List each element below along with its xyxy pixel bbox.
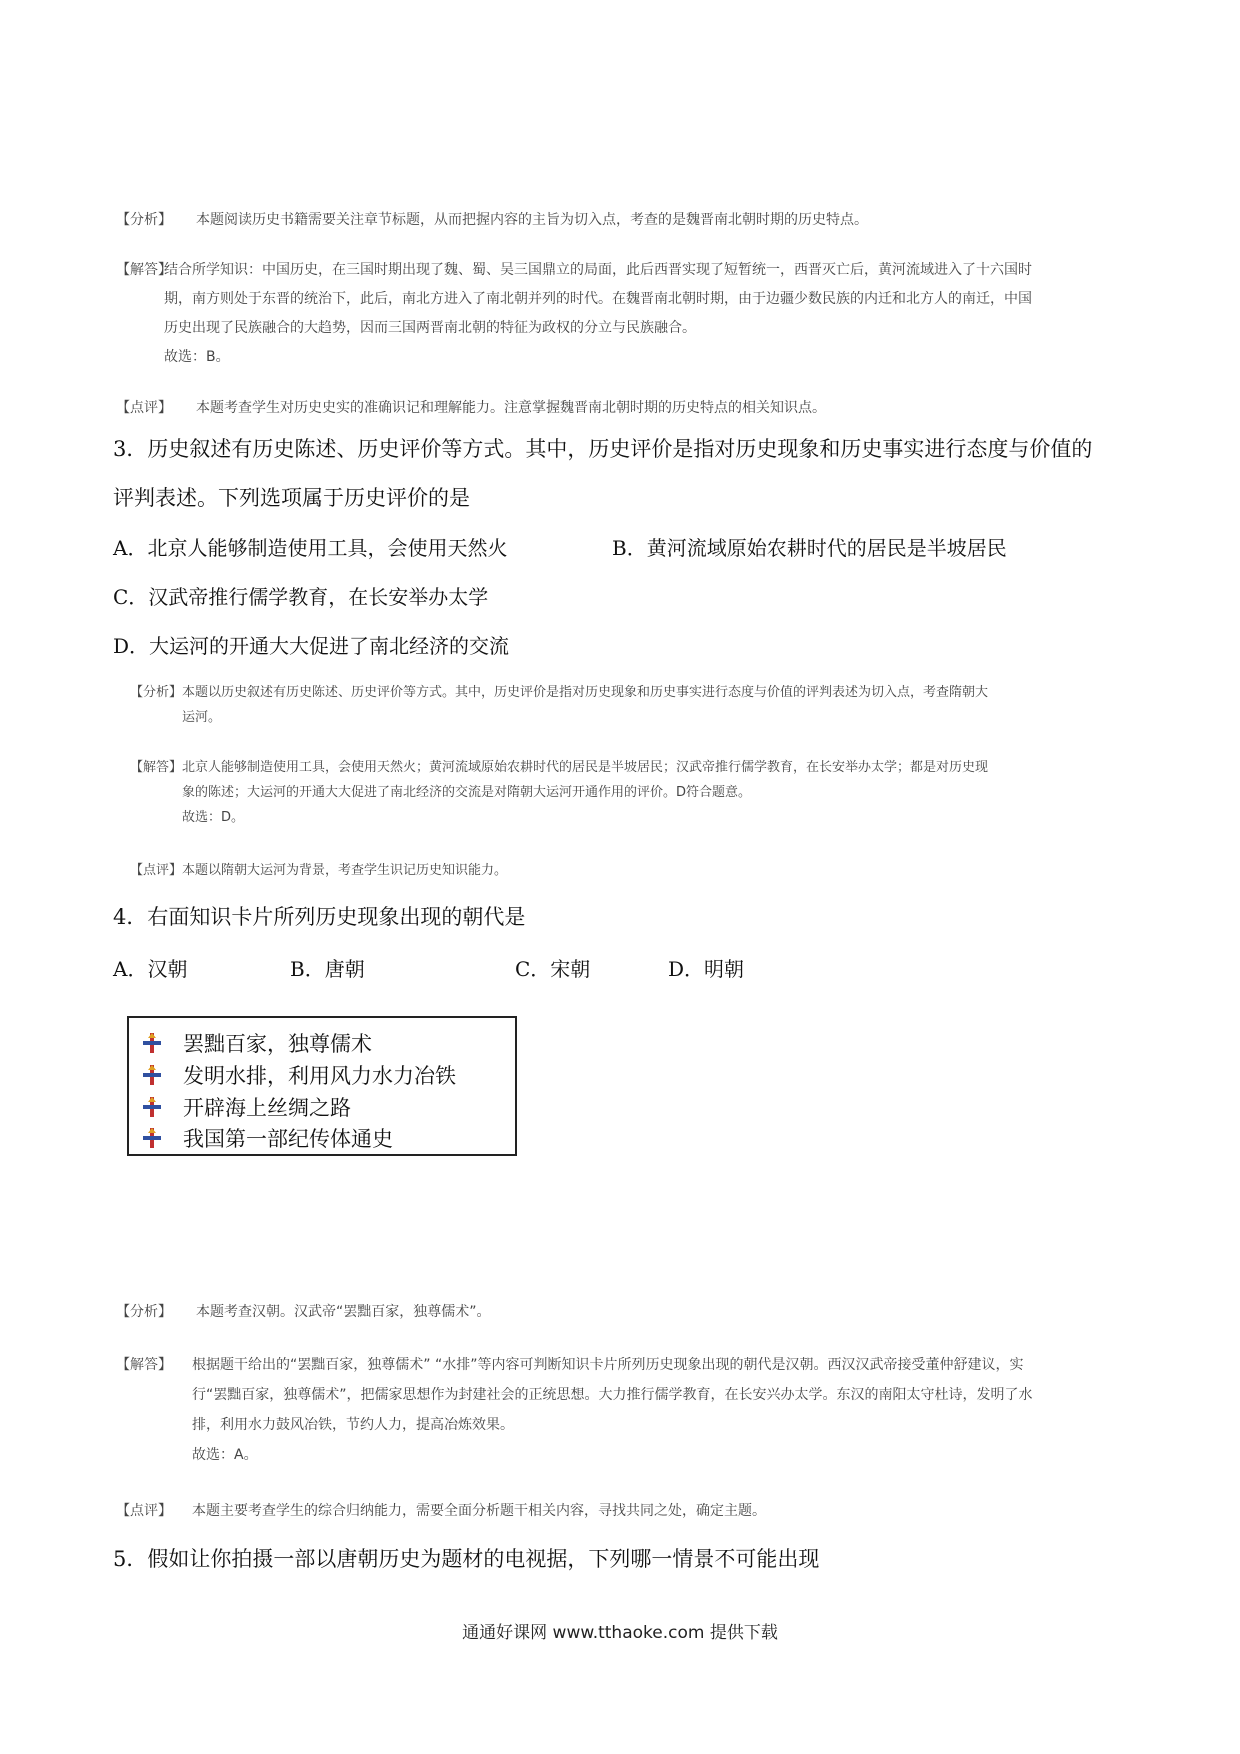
card-item <box>143 1123 393 1153</box>
answer-text-line: 故选：A。 <box>192 1447 258 1463</box>
knowledge-card <box>127 1016 517 1156</box>
comment-text: 本题主要考查学生的综合归纳能力，需要全面分析题干相关内容，寻找共同之处，确定主题。 <box>192 1503 766 1519</box>
answer-text-line: 故选：D。 <box>182 810 245 825</box>
q3-option-a[interactable]: A．北京人能够制造使用工具，会使用天然火 <box>113 536 508 560</box>
q3-option-d[interactable]: D．大运河的开通大大促进了南北经济的交流 <box>113 634 510 658</box>
q3-stem-line2: 评判表述。下列选项属于历史评价的是 <box>113 486 470 510</box>
arrow-bullet-icon <box>143 1128 161 1148</box>
arrow-bullet-icon <box>143 1065 161 1085</box>
answer-text-line: 期，南方则处于东晋的统治下，此后，南北方进入了南北朝并列的时代。在魏晋南北朝时期，由于边疆少数民族的内迁和北方人的南迁，中国 <box>164 291 1032 307</box>
answer-tag: 【解答】 <box>116 262 172 278</box>
comment-tag: 【点评】 <box>116 400 172 416</box>
card-item <box>143 1092 351 1122</box>
answer-text-line: 排，利用水力鼓风冶铁，节约人力，提高冶炼效果。 <box>192 1417 514 1433</box>
answer-text-line: 象的陈述；大运河的开通大大促进了南北经济的交流是对隋朝大运河开通作用的评价。D符合题意。 <box>182 785 752 800</box>
card-item <box>143 1060 456 1090</box>
answer-text-line: 故选：B。 <box>164 349 230 365</box>
analysis-text-line: 运河。 <box>182 710 222 725</box>
analysis-tag: 【分析】 <box>116 212 172 228</box>
comment-text: 本题以隋朝大运河为背景，考查学生识记历史知识能力。 <box>182 863 508 878</box>
analysis-tag: 【分析】 <box>130 685 183 700</box>
answer-text-line: 历史出现了民族融合的大趋势，因而三国两晋南北朝的特征为政权的分立与民族融合。 <box>164 320 696 336</box>
arrow-bullet-icon <box>143 1097 161 1117</box>
card-item-text: 开辟海上丝绸之路 <box>183 1096 351 1120</box>
q4-option-d[interactable]: D．明朝 <box>668 957 745 981</box>
q4-option-c[interactable]: C．宋朝 <box>515 957 591 981</box>
answer-tag: 【解答】 <box>116 1357 172 1373</box>
arrow-bullet-icon <box>143 1033 161 1053</box>
q3-stem-line1: 3．历史叙述有历史陈述、历史评价等方式。其中，历史评价是指对历史现象和历史事实进行态度与价值的 <box>113 437 1093 461</box>
card-item-text: 罢黜百家，独尊儒术 <box>183 1032 372 1056</box>
card-item-text: 发明水排，利用风力水力冶铁 <box>183 1064 456 1088</box>
answer-text-line: 根据题干给出的“罢黜百家，独尊儒术” “水排”等内容可判断知识卡片所列历史现象出现的朝代是汉朝。西汉汉武帝接受董仲舒建议，实 <box>192 1357 1024 1373</box>
analysis-text-line: 本题以历史叙述有历史陈述、历史评价等方式。其中，历史评价是指对历史现象和历史事实进行态度与价值的评判表述为切入点，考查隋朝大 <box>182 685 989 700</box>
comment-tag: 【点评】 <box>116 1503 172 1519</box>
page-footer: 通通好课网 www.tthaoke.com 提供下载 <box>462 1623 778 1643</box>
comment-text: 本题考查学生对历史史实的准确识记和理解能力。注意掌握魏晋南北朝时期的历史特点的相关知识点。 <box>196 400 826 416</box>
q4-option-a[interactable]: A．汉朝 <box>113 957 188 981</box>
answer-tag: 【解答】 <box>130 760 183 775</box>
q3-option-b[interactable]: B．黄河流域原始农耕时代的居民是半坡居民 <box>612 536 1007 560</box>
q5-stem: 5．假如让你拍摄一部以唐朝历史为题材的电视据，下列哪一情景不可能出现 <box>113 1547 820 1571</box>
q4-option-b[interactable]: B．唐朝 <box>290 957 365 981</box>
card-item <box>143 1028 372 1058</box>
comment-tag: 【点评】 <box>130 863 183 878</box>
analysis-text: 本题考查汉朝。汉武帝“罢黜百家，独尊儒术”。 <box>196 1304 491 1320</box>
q4-stem: 4．右面知识卡片所列历史现象出现的朝代是 <box>113 905 526 929</box>
q3-option-c[interactable]: C．汉武帝推行儒学教育，在长安举办太学 <box>113 585 489 609</box>
analysis-text: 本题阅读历史书籍需要关注章节标题，从而把握内容的主旨为切入点，考查的是魏晋南北朝时期的历史特点。 <box>196 212 868 228</box>
analysis-tag: 【分析】 <box>116 1304 172 1320</box>
answer-text-line: 北京人能够制造使用工具，会使用天然火；黄河流域原始农耕时代的居民是半坡居民；汉武帝推行儒学教育，在长安举办太学；都是对历史现 <box>182 760 989 775</box>
card-item-text: 我国第一部纪传体通史 <box>183 1127 393 1151</box>
answer-text-line: 行“罢黜百家，独尊儒术”，把儒家思想作为封建社会的正统思想。大力推行儒学教育，在长安兴办太学。东汉的南阳太守杜诗，发明了水 <box>192 1387 1033 1403</box>
answer-text-line: 结合所学知识：中国历史，在三国时期出现了魏、蜀、吴三国鼎立的局面，此后西晋实现了短暂统一，西晋灭亡后，黄河流域进入了十六国时 <box>164 262 1032 278</box>
